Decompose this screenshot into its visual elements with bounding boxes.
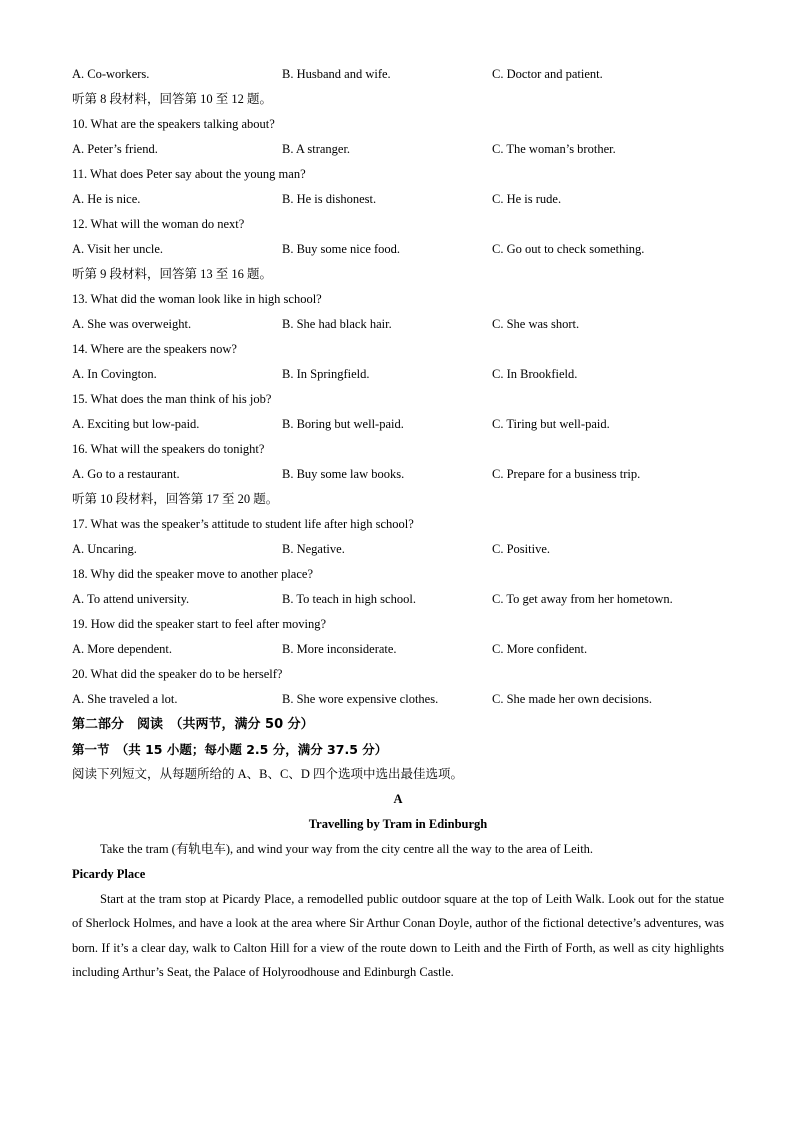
passage-intro: Take the tram (有轨电车), and wind your way from the city centre all the way to the area of Leith. [100,842,594,856]
option-c: C. He is rude. [492,192,562,206]
passage-letter: A [393,792,403,806]
option-a: A. She was overweight. [72,317,192,331]
option-a: A. He is nice. [72,192,141,206]
question-options [72,412,724,437]
option-c: C. Prepare for a business trip. [492,467,641,481]
question-stem: 17. What was the speaker’s attitude to student life after high school? [72,517,414,531]
option-b: B. Buy some nice food. [282,242,401,256]
option-c: C. In Brookfield. [492,367,578,381]
option-c: C. Doctor and patient. [492,67,603,81]
question-stem: 20. What did the speaker do to be herself? [72,667,283,681]
option-a: A. Go to a restaurant. [72,467,180,481]
question-stem: 15. What does the man think of his job? [72,392,272,406]
question-stem: 19. How did the speaker start to feel after moving? [72,617,327,631]
option-c: C. Positive. [492,542,550,556]
option-b: B. He is dishonest. [282,192,377,206]
option-b: B. She had black hair. [282,317,392,331]
option-a: A. Uncaring. [72,542,137,556]
option-c: C. More confident. [492,642,588,656]
question-options [72,312,724,337]
question-14 [72,337,724,387]
question-stem: 11. What does Peter say about the young man? [72,167,306,181]
part-two-title: 第二部分 阅读 （共两节，满分 50 分） [72,717,314,732]
listening-intro-10: 听第 10 段材料，回答第 17 至 20 题。 [72,492,279,506]
option-b: B. Husband and wife. [282,67,391,81]
option-a: A. She traveled a lot. [72,692,178,706]
option-b: B. She wore expensive clothes. [282,692,439,706]
option-c: C. To get away from her hometown. [492,592,673,606]
question-stem: 14. Where are the speakers now? [72,342,237,356]
question-18 [72,562,724,612]
reading-instruction: 阅读下列短文，从每题所给的 A、B、C、D 四个选项中选出最佳选项。 [72,767,463,781]
question-stem: 16. What will the speakers do tonight? [72,442,265,456]
question-stem: 10. What are the speakers talking about? [72,117,275,131]
question-options [72,187,724,212]
question-options [72,237,724,262]
option-a: A. Exciting but low-paid. [72,417,200,431]
option-c: C. Go out to check something. [492,242,645,256]
question-17 [72,512,724,562]
question-20 [72,662,724,712]
option-b: B. In Springfield. [282,367,370,381]
option-b: B. A stranger. [282,142,351,156]
question-stem: 13. What did the woman look like in high school? [72,292,322,306]
option-b: B. Negative. [282,542,345,556]
option-c: C. She was short. [492,317,580,331]
question-options [72,587,724,612]
section-one-title: 第一节 （共 15 小题；每小题 2.5 分，满分 37.5 分） [72,742,388,757]
listening-intro-9: 听第 9 段材料，回答第 13 至 16 题。 [72,267,273,281]
passage-paragraph: Start at the tram stop at Picardy Place, a remodelled public outdoor square at the top of Leith Walk. Look out for the statue of Sherlock Holmes, and have a look at the area where Sir Arthur Conan Doyle, author of the fictional detective’s adventures, was born. If it’s a clear day, walk to Calton Hill for a view of the route down to Leith and the Firth of Forth, as well as city highlights including Arthur’s Seat, the Palace of Holyroodhouse and Edinburgh Castle. [72,891,724,980]
option-a: A. Peter’s friend. [72,142,158,156]
option-b: B. Buy some law books. [282,467,405,481]
option-a: A. More dependent. [72,642,172,656]
q9-options [72,62,724,87]
option-a: A. Co-workers. [72,67,150,81]
question-options [72,137,724,162]
question-options [72,462,724,487]
option-c: C. The woman’s brother. [492,142,616,156]
question-12 [72,212,724,262]
exam-page [72,62,724,985]
question-13 [72,287,724,337]
option-a: A. In Covington. [72,367,157,381]
option-a: A. Visit her uncle. [72,242,164,256]
question-stem: 18. Why did the speaker move to another place? [72,567,314,581]
passage-subheading: Picardy Place [72,866,146,881]
option-c: C. She made her own decisions. [492,692,653,706]
question-options [72,362,724,387]
listening-intro-8: 听第 8 段材料，回答第 10 至 12 题。 [72,92,273,106]
question-10 [72,112,724,162]
passage-title: Travelling by Tram in Edinburgh [308,817,488,831]
question-options [72,537,724,562]
option-b: B. To teach in high school. [282,592,416,606]
option-b: B. Boring but well-paid. [282,417,404,431]
option-c: C. Tiring but well-paid. [492,417,610,431]
option-a: A. To attend university. [72,592,190,606]
question-stem: 12. What will the woman do next? [72,217,245,231]
question-16 [72,437,724,487]
question-11 [72,162,724,212]
question-options [72,687,724,712]
question-15 [72,387,724,437]
question-19 [72,612,724,662]
question-options [72,637,724,662]
option-b: B. More inconsiderate. [282,642,397,656]
